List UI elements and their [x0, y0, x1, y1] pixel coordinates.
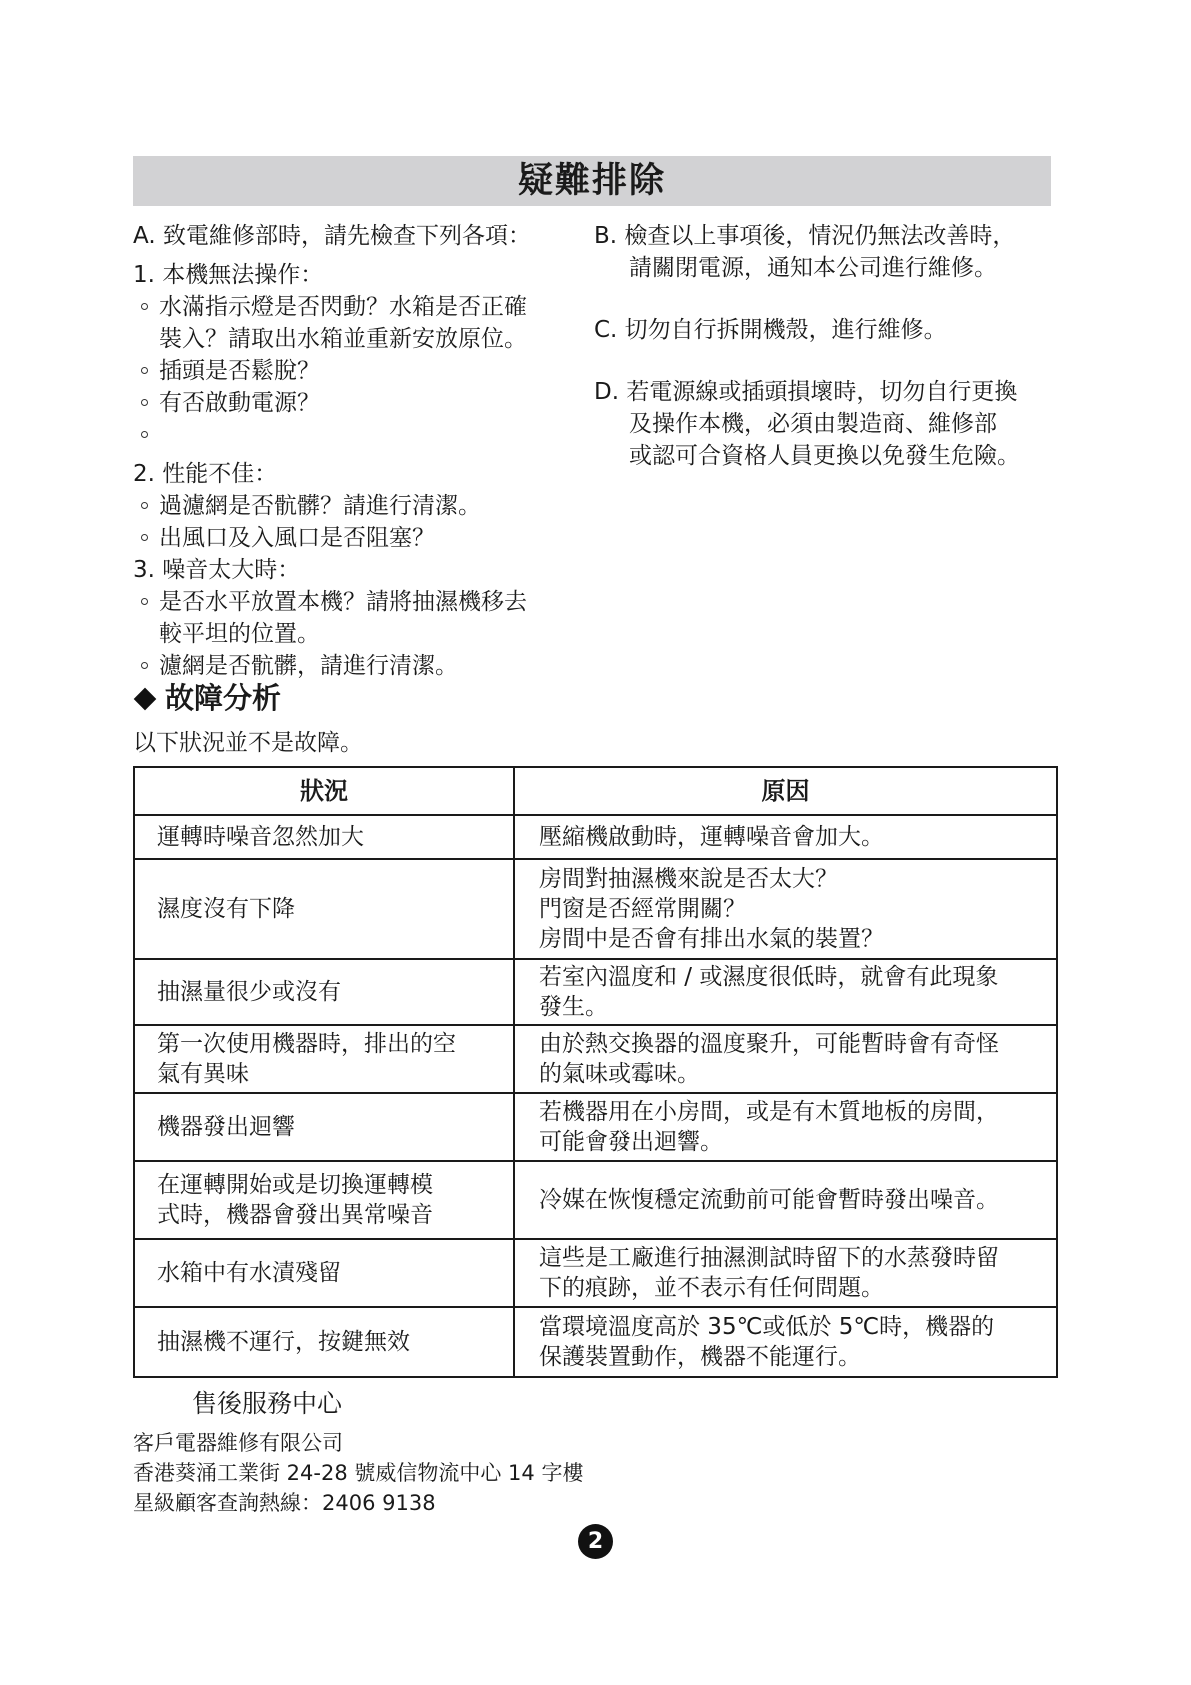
table-row	[134, 859, 1057, 959]
condition-cell: 第一次使用機器時，排出的空 氣有異味	[134, 1025, 514, 1093]
note-d-line: 及操作本機，必須由製造商、維修部	[629, 411, 997, 437]
notes	[594, 220, 1064, 472]
group-heading: 3. 噪音太大時：	[133, 557, 301, 583]
bullet-icon	[141, 431, 148, 438]
bullet-icon	[141, 367, 148, 374]
column-header-reason: 原因	[514, 767, 1057, 815]
list-item: 插頭是否鬆脫？	[133, 355, 573, 387]
group-heading: 1. 本機無法操作：	[133, 262, 324, 288]
list-item: 過濾網是否骯髒？請進行清潔。	[133, 490, 573, 522]
reason-cell: 由於熱交換器的溫度聚升，可能暫時會有奇怪 的氣味或霉味。	[514, 1025, 1057, 1093]
condition-cell: 運轉時噪音忽然加大	[134, 815, 514, 859]
table-row	[134, 1025, 1057, 1093]
check-list	[133, 220, 573, 682]
table-row	[134, 815, 1057, 859]
section-intro: 以下狀況並不是故障。	[133, 730, 363, 756]
list-item: 是否水平放置本機？請將抽濕機移去	[133, 586, 573, 618]
note-d-line: D. 若電源線或插頭損壞時，切勿自行更換	[594, 379, 1018, 405]
note-b-line: B. 檢查以上事項後，情況仍無法改善時，	[594, 223, 1016, 249]
column-header-condition: 狀況	[134, 767, 514, 815]
condition-cell: 在運轉開始或是切換運轉模 式時，機器會發出異常噪音	[134, 1161, 514, 1239]
page-number: 2	[578, 1524, 613, 1559]
note-d-line: 或認可合資格人員更換以免發生危險。	[629, 443, 1020, 469]
list-item: 濾網是否骯髒，請進行清潔。	[133, 650, 573, 682]
reason-cell: 若機器用在小房間，或是有木質地板的房間， 可能會發出迴響。	[514, 1093, 1057, 1161]
reason-cell: 房間對抽濕機來說是否太大？ 門窗是否經常開關？ 房間中是否會有排出水氣的裝置？	[514, 859, 1057, 959]
page-title: 疑難排除	[517, 161, 666, 201]
company-address: 香港葵涌工業街 24-28 號威信物流中心 14 字樓	[133, 1461, 584, 1485]
bullet-icon	[141, 598, 148, 605]
condition-cell: 抽濕機不運行，按鍵無效	[134, 1307, 514, 1377]
section-heading: 故障分析	[133, 676, 281, 717]
diamond-bullet-icon	[134, 687, 157, 710]
list-item-continuation: 較平坦的位置。	[159, 621, 320, 647]
reason-cell: 若室內溫度和 / 或濕度很低時，就會有此現象 發生。	[514, 959, 1057, 1025]
bullet-icon	[141, 399, 148, 406]
condition-cell: 機器發出迴響	[134, 1093, 514, 1161]
list-item: 有否啟動電源？	[133, 387, 573, 419]
reason-cell: 冷媒在恢愎穩定流動前可能會暫時發出噪音。	[514, 1161, 1057, 1239]
list-item: 出風口及入風口是否阻塞？	[133, 522, 573, 554]
table-row	[134, 1093, 1057, 1161]
table-row	[134, 1307, 1057, 1377]
table-row	[134, 959, 1057, 1025]
bullet-icon	[141, 303, 148, 310]
table-row	[134, 1161, 1057, 1239]
fault-table	[133, 766, 1058, 1378]
service-center-title: 售後服務中心	[192, 1389, 343, 1418]
reason-cell: 這些是工廠進行抽濕測試時留下的水蒸發時留 下的痕跡，並不表示有任何問題。	[514, 1239, 1057, 1307]
reason-cell: 壓縮機啟動時，運轉噪音會加大。	[514, 815, 1057, 859]
title-banner	[133, 156, 1051, 206]
list-item-continuation: 裝入？請取出水箱並重新安放原位。	[159, 326, 527, 352]
list-item	[133, 419, 573, 451]
group-heading: 2. 性能不佳：	[133, 461, 278, 487]
list-item: 水滿指示燈是否閃動？水箱是否正確	[133, 291, 573, 323]
company-name: 客戶電器維修有限公司	[133, 1431, 343, 1455]
bullet-icon	[141, 502, 148, 509]
bullet-icon	[141, 534, 148, 541]
condition-cell: 抽濕量很少或沒有	[134, 959, 514, 1025]
condition-cell: 濕度沒有下降	[134, 859, 514, 959]
condition-cell: 水箱中有水漬殘留	[134, 1239, 514, 1307]
table-row	[134, 1239, 1057, 1307]
service-center-info	[133, 1428, 583, 1518]
note-b-line: 請關閉電源，通知本公司進行維修。	[629, 255, 997, 281]
reason-cell: 當環境溫度高於 35℃或低於 5℃時，機器的 保護裝置動作，機器不能運行。	[514, 1307, 1057, 1377]
bullet-icon	[141, 662, 148, 669]
check-list-heading: A. 致電維修部時，請先檢查下列各項：	[133, 223, 531, 249]
hotline: 星級顧客查詢熱線：2406 9138	[133, 1491, 436, 1515]
note-c-line: C. 切勿自行拆開機殼，進行維修。	[594, 317, 947, 343]
